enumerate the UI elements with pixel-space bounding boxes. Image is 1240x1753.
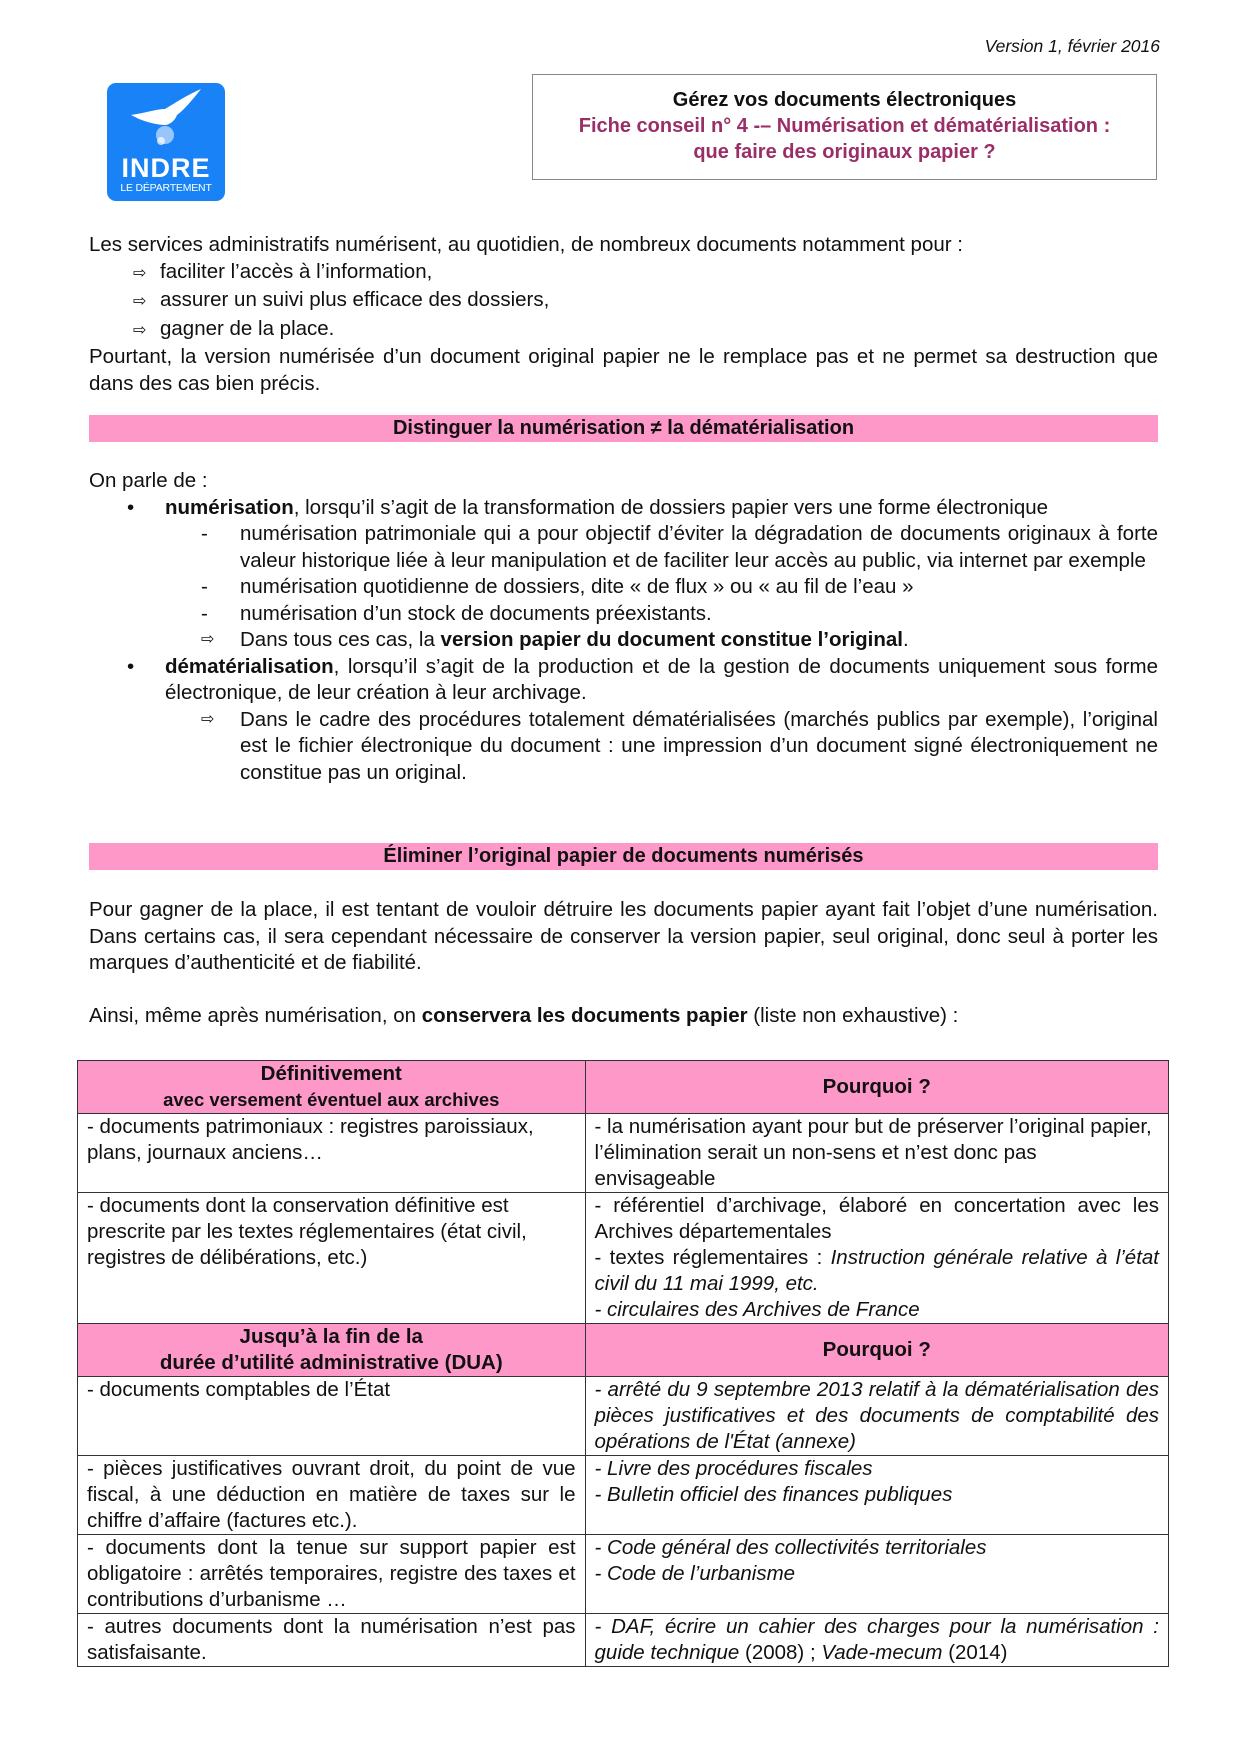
arrow-icon: ⇨ <box>201 710 215 728</box>
page-title: Gérez vos documents électroniques <box>672 89 1017 111</box>
header-cell: Jusqu’à la fin de la durée d’utilité administrative (DUA) <box>78 1324 586 1377</box>
table-cell: - DAF, écrire un cahier des charges pour la numérisation : guide technique (2008) ; Vade-mecum (2014) <box>585 1614 1168 1667</box>
table-row <box>78 1535 1169 1614</box>
section1-body <box>89 468 1158 786</box>
intro-item: ⇨ gagner de la place. <box>89 316 1158 345</box>
header-cell: Définitivement avec versement éventuel aux archives <box>78 1061 586 1114</box>
title-box <box>532 74 1157 180</box>
table-header-row <box>78 1061 1169 1114</box>
table-cell: - Code général des collectivités territoriales - Code de l’urbanisme <box>585 1535 1168 1614</box>
intro-conclusion: Pourtant, la version numérisée d’un document original papier ne le remplace pas et ne permet sa destruction que dans des cas bien précis. <box>89 345 1158 395</box>
eagle-icon <box>129 89 203 151</box>
logo-tagline: LE DÉPARTEMENT <box>120 182 212 194</box>
bullet-numerisation: • numérisation, lorsqu’il s’agit de la transformation de dossiers papier vers une forme électronique <box>89 495 1158 522</box>
bullet-icon: • <box>127 654 135 678</box>
intro-item: ⇨ assurer un suivi plus efficace des dossiers, <box>89 287 1158 316</box>
intro-lead: Les services administratifs numérisent, au quotidien, de nombreux documents notamment pour : <box>89 233 963 256</box>
section2-para2: Ainsi, même après numérisation, on conservera les documents papier (liste non exhaustive) : <box>89 1003 959 1027</box>
section2-body <box>89 897 1158 1029</box>
section2-para1: Pour gagner de la place, il est tentant de vouloir détruire les documents papier ayant fait l’objet d’une numérisation. Dans certains cas, il sera cependant nécessaire de conserver la version papier, seul original, donc seul à porter les marques d’authenticité et de fiabilité. <box>89 898 1158 974</box>
header-cell: Pourquoi ? <box>585 1324 1168 1377</box>
section-heading-distinguer: Distinguer la numérisation ≠ la dématérialisation <box>89 415 1158 442</box>
arrow-item: ⇨ Dans tous ces cas, la version papier du document constitue l’original. <box>89 627 1158 654</box>
bullet-icon: • <box>127 495 135 519</box>
section-heading-eliminer: Éliminer l’original papier de documents numérisés <box>89 843 1158 870</box>
table-row <box>78 1614 1169 1667</box>
dash-item: - numérisation d’un stock de documents préexistants. <box>201 601 712 625</box>
page-subtitle-1: Fiche conseil n° 4 -– Numérisation et dématérialisation : <box>578 115 1111 137</box>
table-cell: - documents comptables de l’État <box>78 1377 586 1456</box>
table-row <box>78 1114 1169 1193</box>
arrow-icon: ⇨ <box>133 321 147 339</box>
table-cell: - référentiel d’archivage, élaboré en concertation avec les Archives départementales - textes réglementaires : Instruction générale relative à l’état civil du 11 mai 1999, etc. - circulaires des Archives de France <box>585 1193 1168 1324</box>
arrow-icon: ⇨ <box>133 293 147 310</box>
arrow-item: ⇨ Dans le cadre des procédures totalement dématérialisées (marchés publics par exemple), l’original est le fichier électronique du document : une impression d’un document signé électroniquement ne constitue pas un original. <box>201 707 1158 784</box>
arrow-icon: ⇨ <box>133 264 147 282</box>
table-cell: - arrêté du 9 septembre 2013 relatif à la dématérialisation des pièces justificatives et des documents de comptabilité des opérations de l'État (annexe) <box>585 1377 1168 1456</box>
conservation-table <box>77 1060 1169 1667</box>
bullet-dematerialisation: • dématérialisation, lorsqu’il s’agit de la production et de la gestion de documents uniquement sous forme électronique, de leur création à leur archivage. <box>127 654 1158 704</box>
table-cell: - documents patrimoniaux : registres paroissiaux, plans, journaux anciens… <box>78 1114 586 1193</box>
indre-logo <box>107 83 225 201</box>
dash-item: - numérisation patrimoniale qui a pour objectif d’éviter la dégradation de documents originaux à forte valeur historique liée à leur manipulation et de faciliter leur accès au public, via internet par exemple <box>201 522 1158 572</box>
table-cell: - documents dont la tenue sur support papier est obligatoire : arrêtés temporaires, registre des taxes et contributions d’urbanisme … <box>78 1535 586 1614</box>
header-cell: Pourquoi ? <box>585 1061 1168 1114</box>
table-row <box>78 1377 1169 1456</box>
table-cell: - autres documents dont la numérisation n’est pas satisfaisante. <box>78 1614 586 1667</box>
table-row <box>78 1456 1169 1535</box>
table-row <box>78 1193 1169 1324</box>
table-cell: - documents dont la conservation définitive est prescrite par les textes réglementaires (état civil, registres de délibérations, etc.) <box>78 1193 586 1324</box>
section1-lead: On parle de : <box>89 469 208 492</box>
table-header-row <box>78 1324 1169 1377</box>
arrow-icon: ⇨ <box>201 631 215 648</box>
logo-name: INDRE <box>121 153 211 183</box>
dash-item: - numérisation quotidienne de dossiers, dite « de flux » ou « au fil de l’eau » <box>201 575 914 598</box>
page-subtitle-2: que faire des originaux papier ? <box>693 141 996 163</box>
table-cell: - la numérisation ayant pour but de préserver l’original papier, l’élimination serait un non-sens et n’est donc pas envisageable <box>585 1114 1168 1193</box>
intro-section <box>89 232 1158 397</box>
table-cell: - Livre des procédures fiscales - Bulletin officiel des finances publiques <box>585 1456 1168 1535</box>
version-label: Version 1, février 2016 <box>984 36 1160 56</box>
table-cell: - pièces justificatives ouvrant droit, du point de vue fiscal, à une déduction en matière de taxes sur le chiffre d’affaire (factures etc.). <box>78 1456 586 1535</box>
intro-item: ⇨ faciliter l’accès à l’information, <box>89 259 1158 288</box>
